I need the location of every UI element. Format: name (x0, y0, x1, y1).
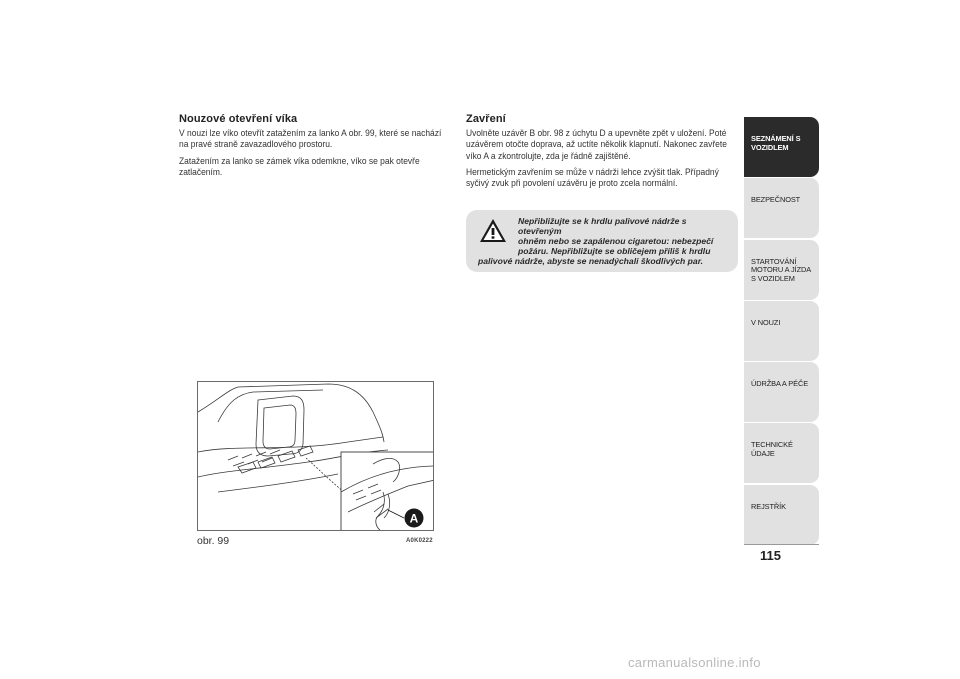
paragraph: Hermetickým zavřením se může v nádrži lehce zvýšit tlak. Případný syčivý zvuk při povolení uzávěru je proto zcela normální. (466, 166, 719, 189)
right-column (466, 113, 738, 194)
tab-label: V NOUZI (751, 317, 781, 327)
tab-rejstrik[interactable] (744, 485, 819, 545)
paragraph: V nouzi lze víko otevřít zatažením za lanko A obr. 99, které se nachází na pravé straně zavazadlového prostoru. (179, 128, 442, 150)
tab-seznameni-s-vozidlem[interactable] (744, 117, 819, 177)
tab-label: BEZPEČNOST (751, 195, 801, 205)
tab-label: REJSTŘÍK (751, 501, 786, 511)
warning-line: požáru. Nepřibližujte se obličejem příliš k hrdlu (518, 246, 711, 257)
paragraph: Uvolněte uzávěr B obr. 98 z úchytu D a upevněte zpět v uložení. Poté uzávěrem otočte doprava, až uctíte několik klapnutí. Nakonec zavřete víko A a zkontrolujte, zda je řádně zajištěné. (466, 128, 727, 161)
page-number: 115 (760, 548, 781, 563)
figure-label-a: A (409, 511, 419, 526)
warning-line: Nepřibližujte se k hrdlu palivové nádrže s otevřeným (518, 216, 687, 237)
tab-udrzba-a-pece[interactable] (744, 362, 819, 422)
figure-trunk-release-cable (197, 381, 434, 531)
tab-technicke-udaje[interactable] (744, 423, 819, 483)
tab-v-nouzi[interactable] (744, 301, 819, 361)
chapter-sidebar (744, 117, 819, 546)
warning-text (478, 216, 730, 266)
trunk-illustration (198, 382, 434, 531)
warning-line: ohněm nebo se zapálenou cigaretou: nebezpečí (518, 236, 714, 247)
tab-label: TECHNICKÉ ÚDAJE (751, 440, 793, 459)
figure-code: A0K0222 (406, 538, 433, 544)
page-number-rule (744, 544, 819, 545)
left-column (179, 113, 441, 183)
warning-line: palivové nádrže, abyste se nenadýchali škodlivých par. (478, 256, 703, 267)
tab-startovani-motoru[interactable] (744, 240, 819, 300)
section-heading-emergency-opening: Nouzové otevření víka (179, 113, 298, 125)
figure-caption: obr. 99 (197, 535, 230, 547)
warning-box (466, 210, 738, 272)
tab-label: STARTOVÁNÍ MOTORU A JÍZDA S VOZIDLEM (751, 256, 811, 283)
tab-bezpecnost[interactable] (744, 178, 819, 238)
watermark: carmanualsonline.info (628, 655, 761, 670)
tab-label: SEZNÁMENÍ S VOZIDLEM (751, 134, 801, 152)
tab-label: ÚDRŽBA A PÉČE (751, 379, 809, 389)
paragraph: Zatažením za lanko se zámek víka odemkne, víko se pak otevře zatlačením. (179, 155, 420, 177)
section-heading-closing: Zavření (466, 113, 506, 125)
